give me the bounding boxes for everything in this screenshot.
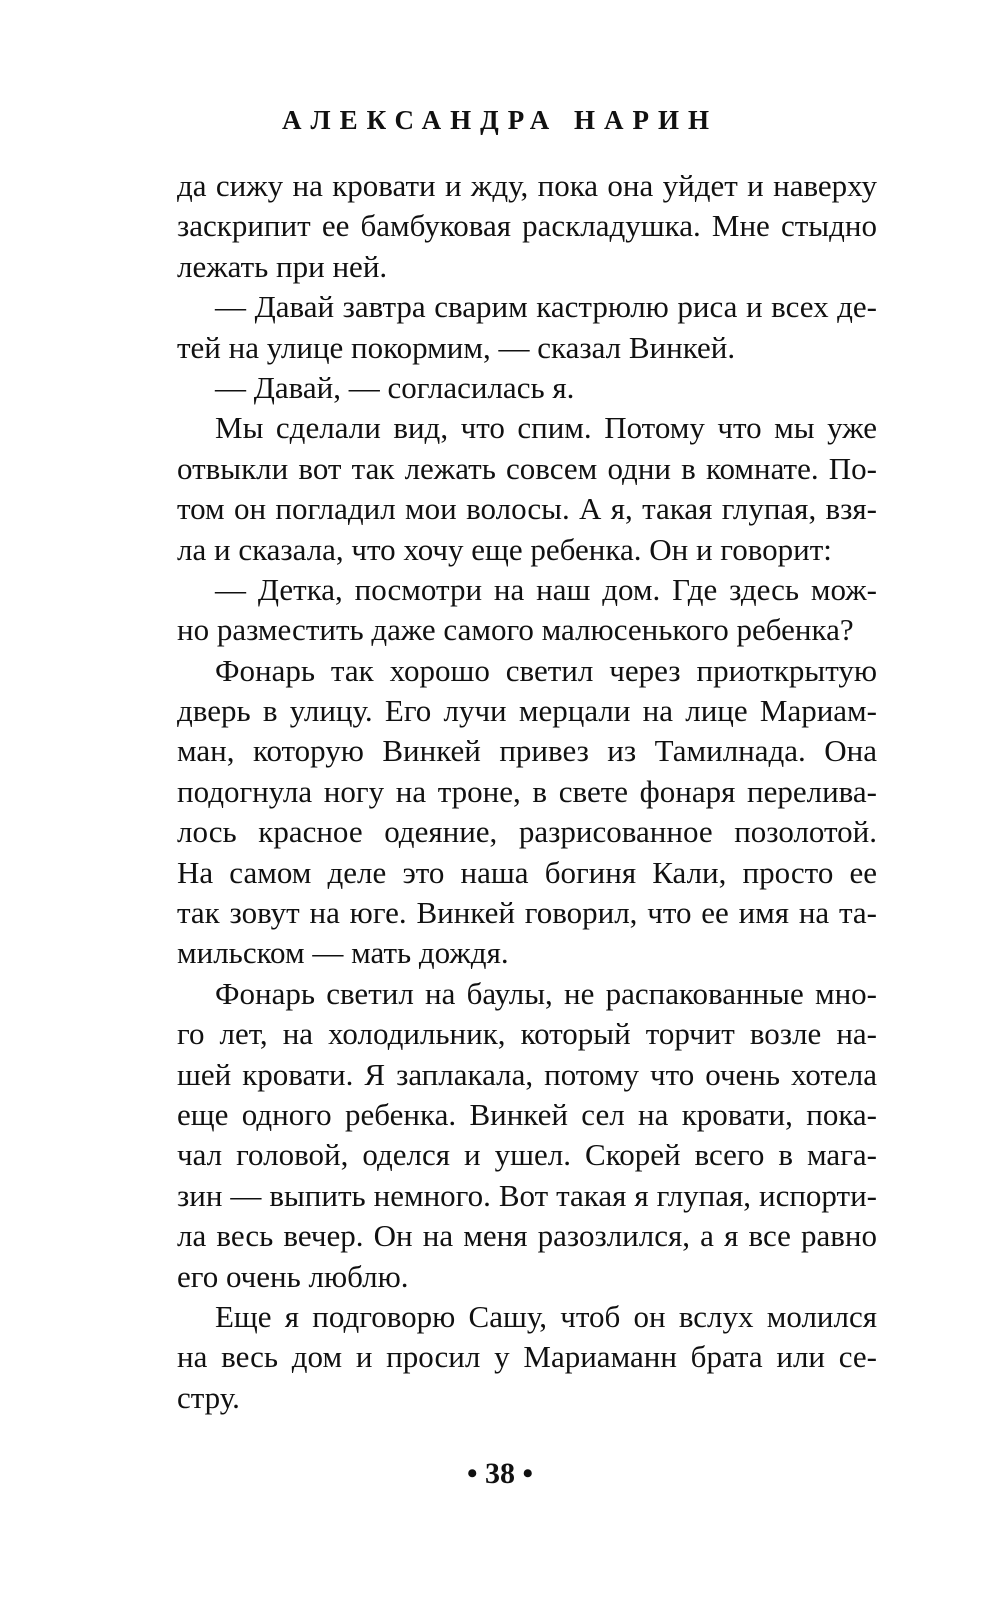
text-line: — Давай завтра сварим кастрюлю риса и всех де- bbox=[215, 289, 877, 325]
text-line: его очень люблю. bbox=[177, 1258, 409, 1294]
text-line: — Давай, — согласилась я. bbox=[215, 369, 575, 405]
text-line: подогнула ногу на троне, в свете фонаря перелива- bbox=[177, 773, 877, 809]
text-line: стру. bbox=[177, 1379, 240, 1415]
text-line: лось красное одеяние, разрисованное позолотой. bbox=[177, 814, 877, 850]
text-line: дверь в улицу. Его лучи мерцали на лице Мариам- bbox=[177, 693, 877, 729]
text-line: на весь дом и просил у Мариаманн брата или се- bbox=[177, 1339, 877, 1375]
text-line: отвыкли вот так лежать совсем одни в комнате. По- bbox=[177, 450, 877, 486]
text-line: ла весь вечер. Он на меня разозлился, а я все равно bbox=[177, 1218, 877, 1254]
text-line: чал головой, оделся и ушел. Скорей всего в мага- bbox=[177, 1137, 877, 1173]
page-number: • 38 • bbox=[466, 1457, 533, 1490]
text-line: тей на улице покормим, — сказал Винкей. bbox=[177, 329, 736, 365]
running-head-author: АЛЕКСАНДРА НАРИН bbox=[281, 105, 719, 135]
text-line: ла и сказала, что хочу еще ребенка. Он и говорит: bbox=[177, 531, 832, 567]
text-line: Фонарь так хорошо светил через приоткрытую bbox=[215, 652, 877, 688]
text-line: Еще я подговорю Сашу, чтоб он вслух молился bbox=[215, 1298, 877, 1334]
text-line: да сижу на кровати и жду, пока она уйдет и наверху bbox=[177, 168, 877, 203]
text-line: На самом деле это наша богиня Кали, просто ее bbox=[177, 854, 877, 890]
text-line: так зовут на юге. Винкей говорил, что ее имя на та- bbox=[177, 895, 877, 931]
text-line: зин — выпить немного. Вот такая я глупая, испорти- bbox=[177, 1177, 877, 1213]
text-line: лежать при ней. bbox=[177, 248, 388, 284]
text-line: Мы сделали вид, что спим. Потому что мы уже bbox=[215, 410, 877, 446]
text-line: ман, которую Винкей привез из Тамилнада. Она bbox=[177, 733, 877, 769]
text-line: — Детка, посмотри на наш дом. Где здесь мож- bbox=[215, 571, 877, 607]
text-line: Фонарь светил на баулы, не распакованные мно- bbox=[215, 975, 877, 1011]
body-text bbox=[177, 166, 877, 1418]
text-line: том он погладил мои волосы. А я, такая глупая, взя- bbox=[177, 491, 877, 527]
text-line: го лет, на холодильник, который торчит возле на- bbox=[177, 1016, 877, 1052]
text-line: заскрипит ее бамбуковая раскладушка. Мне стыдно bbox=[177, 208, 877, 244]
text-line: еще одного ребенка. Винкей сел на кровати, пока- bbox=[177, 1096, 877, 1132]
text-line: но разместить даже самого малюсенького ребенка? bbox=[177, 612, 854, 648]
text-line: мильском — мать дождя. bbox=[177, 935, 509, 971]
text-line: шей кровати. Я заплакала, потому что очень хотела bbox=[177, 1056, 877, 1092]
